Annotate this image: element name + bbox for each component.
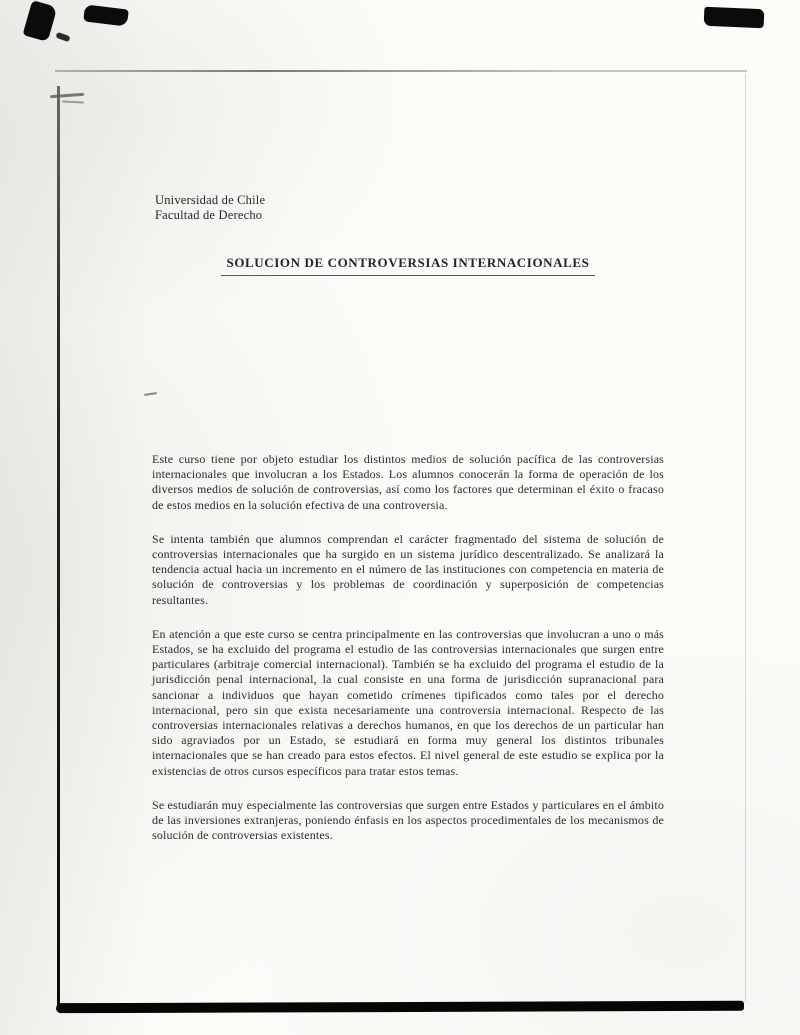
paragraph-2: Se intenta también que alumnos comprendan el carácter fragmentado del sistema de solución de controversias internacionales que ha surgido en un sistema jurídico descentralizado. Se analizará la tendencia actual hacia un incremento en el número de las instituciones con competencia en materia de solución de controversias y los problemas de coordinación y superposición de competencias resultantes. [152, 531, 664, 607]
page-edge-left-line [57, 86, 60, 1006]
page-edge-bottom-band [56, 1001, 744, 1013]
pencil-mark [144, 392, 157, 396]
page-edge-top-line [55, 70, 747, 72]
title-row [152, 254, 664, 276]
document-header [155, 193, 265, 223]
scan-artifact-top-right [704, 7, 765, 29]
paragraph-4: Se estudiarán muy especialmente las controversias que surgen entre Estados y particulares en el ámbito de las inversiones extranjeras, poniendo énfasis en los aspectos procedimentales de los mecanismos de solución de controversias existentes. [152, 797, 664, 843]
scan-artifact-top-left-2 [83, 4, 129, 26]
document-title: SOLUCION DE CONTROVERSIAS INTERNACIONALES [221, 255, 594, 276]
paragraph-1: Este curso tiene por objeto estudiar los distintos medios de solución pacífica de las controversias internacionales que involucran a los Estados. Los alumnos conocerán la forma de operación de los diversos medios de solución de controversias, así como los factores que determinan el éxito o fracaso de estos medios en la solución efectiva de una controversia. [152, 452, 664, 512]
scan-artifact-top-left-1 [23, 0, 58, 42]
faculty-name: Facultad de Derecho [155, 208, 263, 222]
page-edge-right-line [745, 74, 746, 1002]
pencil-mark [62, 100, 84, 103]
institution-name: Universidad de Chile [155, 193, 266, 207]
document-body [152, 452, 664, 843]
pencil-mark [50, 93, 84, 98]
paragraph-3: En atención a que este curso se centra principalmente en las controversias que involucran a uno o más Estados, se ha excluido del programa el estudio de las controversias internacionales que surgen entre particulares (arbitraje comercial internacional). También se ha excluido del programa el estudio de la jurisdicción penal internacional, la cual consiste en una forma de jurisdicción supranacional para sancionar a individuos que hayan cometido crímenes tipificados como tales por el derecho internacional, pero sin que exista necesariamente una controversia internacional. Respecto de las controversias internacionales relativas a derechos humanos, en que los derechos de un particular han sido agraviados por un Estado, se estudiará en forma muy general los distintos tribunales internacionales que se han creado para estos efectos. El nivel general de este estudio se explica por la existencias de otros cursos específicos para tratar estos temas. [152, 626, 664, 778]
scan-artifact-top-left-3 [55, 32, 70, 42]
